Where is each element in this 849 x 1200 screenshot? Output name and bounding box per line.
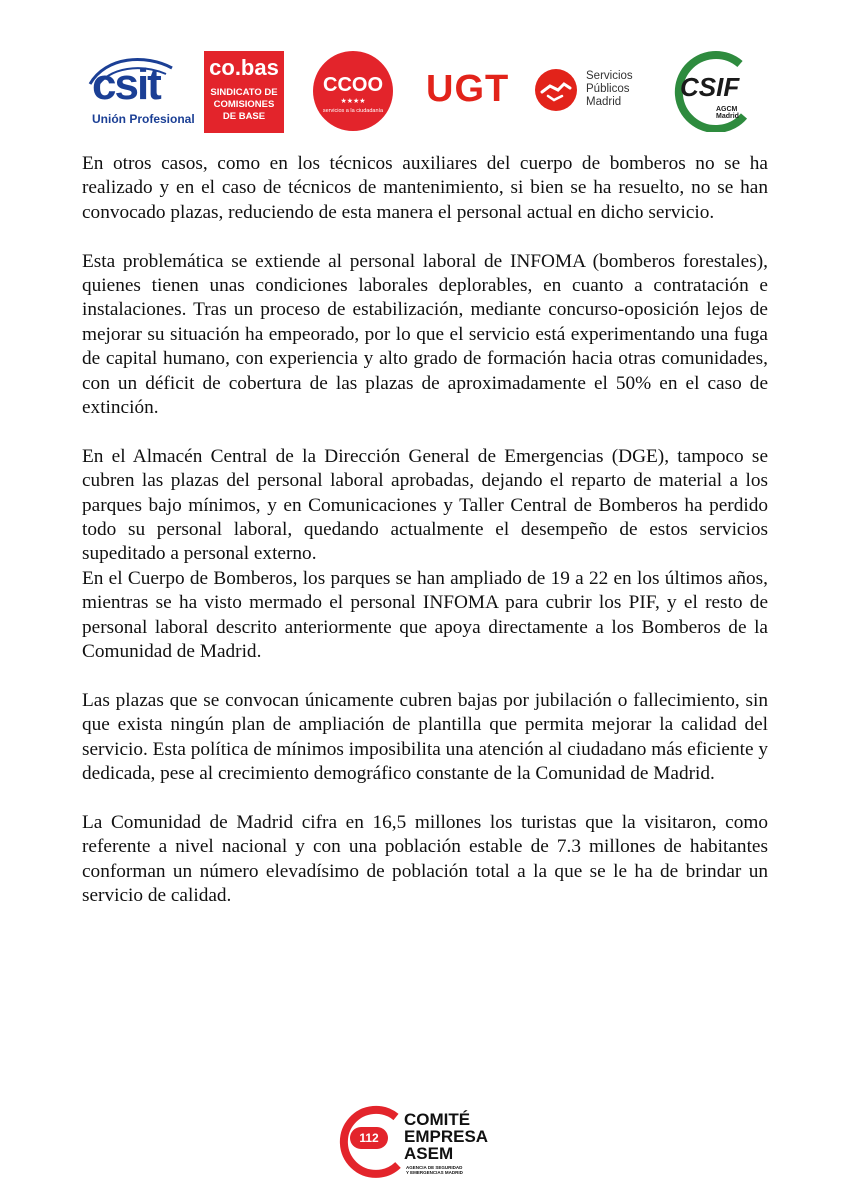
ugt-handshake-icon	[534, 68, 578, 112]
ccoo-logo	[312, 50, 394, 132]
paragraph: En otros casos, como en los técnicos auxiliares del cuerpo de bomberos no se ha realizado y en el caso de técnicos de mantenimiento, si bien se ha resuelto, no se han convocado plazas, reduciendo de esta manera el personal actual en dicho servicio.	[82, 153, 768, 223]
csif-logo	[670, 50, 756, 132]
asem-logo-line: ASEM	[404, 1144, 454, 1163]
ugt-logo-subtitle-line: Servicios	[586, 70, 633, 82]
ugt-logo-subtitle-line: Madrid	[586, 96, 622, 108]
asem-logo-subtitle	[406, 1165, 463, 1175]
cobas-logo-subtitle	[204, 87, 284, 123]
ugt-logo-subtitle-line: Públicos	[586, 83, 630, 95]
paragraph: En el Almacén Central de la Dirección General de Emergencias (DGE), tampoco se cubren las plazas del personal laboral aprobadas, dejando el reparto de material a los parques bajo mínimos, y en Comunicaciones y Taller Central de Bomberos ha perdido todo su personal laboral, quedando actualmente el desempeño de estos servicios supeditado a personal externo.	[82, 445, 768, 565]
paragraph: La Comunidad de Madrid cifra en 16,5 millones los turistas que la visitaron, como referente a nivel nacional y con una población estable de 7.3 millones de habitantes conforman un número elevadísimo de población total a la que se le ha de brindar un servicio de calidad.	[82, 811, 768, 907]
header-logo-strip	[86, 48, 766, 136]
comite-empresa-asem-logo	[336, 1103, 516, 1183]
csit-logo	[86, 52, 195, 132]
paragraph: Esta problemática se extiende al personal laboral de INFOMA (bomberos forestales), quienes tienen unas condiciones laborales deplorables, en cuanto a contratación e instalaciones. Tras un proceso de estabilización, mediante concurso-oposición lejos de mejorar su situación ha empeorado, por lo que el servicio está experimentando una fuga de capital humano, con experiencia y alto grado de formación hacia otras comunidades, con un déficit de cobertura de las plazas de aproximadamente el 50% en el caso de extinción.	[82, 250, 768, 419]
cobas-logo	[204, 51, 284, 133]
csif-logo-word: CSIF	[680, 72, 740, 102]
cobas-logo-title: co.bas	[209, 55, 279, 80]
asem-logo-text	[404, 1111, 488, 1162]
ccoo-logo-word: CCOO	[323, 74, 383, 96]
paragraph: En el Cuerpo de Bomberos, los parques se han ampliado de 19 a 22 en los últimos años, mientras se ha visto mermado el personal INFOMA para cubrir los PIF, y el resto de personal laboral descrito anteriormente que apoya directamente a los Bomberos de la Comunidad de Madrid.	[82, 567, 768, 663]
csif-logo-subtitle	[716, 106, 739, 120]
ugt-logo-subtitle	[586, 70, 633, 109]
asem-logo-line: COMITÉ	[404, 1110, 471, 1129]
csif-logo-subtitle-line: Madrid	[716, 113, 739, 120]
cobas-logo-subtitle-line: DE BASE	[222, 111, 266, 122]
csif-logo-subtitle-line: AGCM	[716, 106, 738, 113]
cobas-logo-subtitle-line: COMISIONES	[213, 99, 275, 110]
asem-logo-subtitle-line: Y EMERGENCIAS MADRID	[406, 1170, 463, 1175]
csit-logo-subtitle: Unión Profesional	[92, 112, 195, 126]
csit-logo-word: csit	[92, 60, 160, 109]
document-body	[82, 152, 768, 909]
asem-logo-line: EMPRESA	[404, 1127, 489, 1146]
paragraph: Las plazas que se convocan únicamente cubren bajas por jubilación o fallecimiento, sin que exista ningún plan de ampliación de plantilla que permita mejorar la calidad del servicio. Esta política de mínimos imposibilita una atención al ciudadano más eficiente y dedicada, pese al crecimiento demográfico constante de la Comunidad de Madrid.	[82, 689, 768, 785]
ccoo-logo-stars: ★★★★	[340, 97, 366, 105]
asem-112-badge: 112	[350, 1127, 388, 1149]
cobas-logo-subtitle-line: SINDICATO DE	[210, 87, 278, 98]
ugt-logo-word: UGT	[426, 68, 510, 110]
asem-logo-subtitle-line: AGENCIA DE SEGURIDAD	[406, 1165, 463, 1170]
ugt-logo	[426, 68, 646, 118]
ccoo-logo-subtitle: servicios a la ciudadanía	[322, 108, 384, 114]
